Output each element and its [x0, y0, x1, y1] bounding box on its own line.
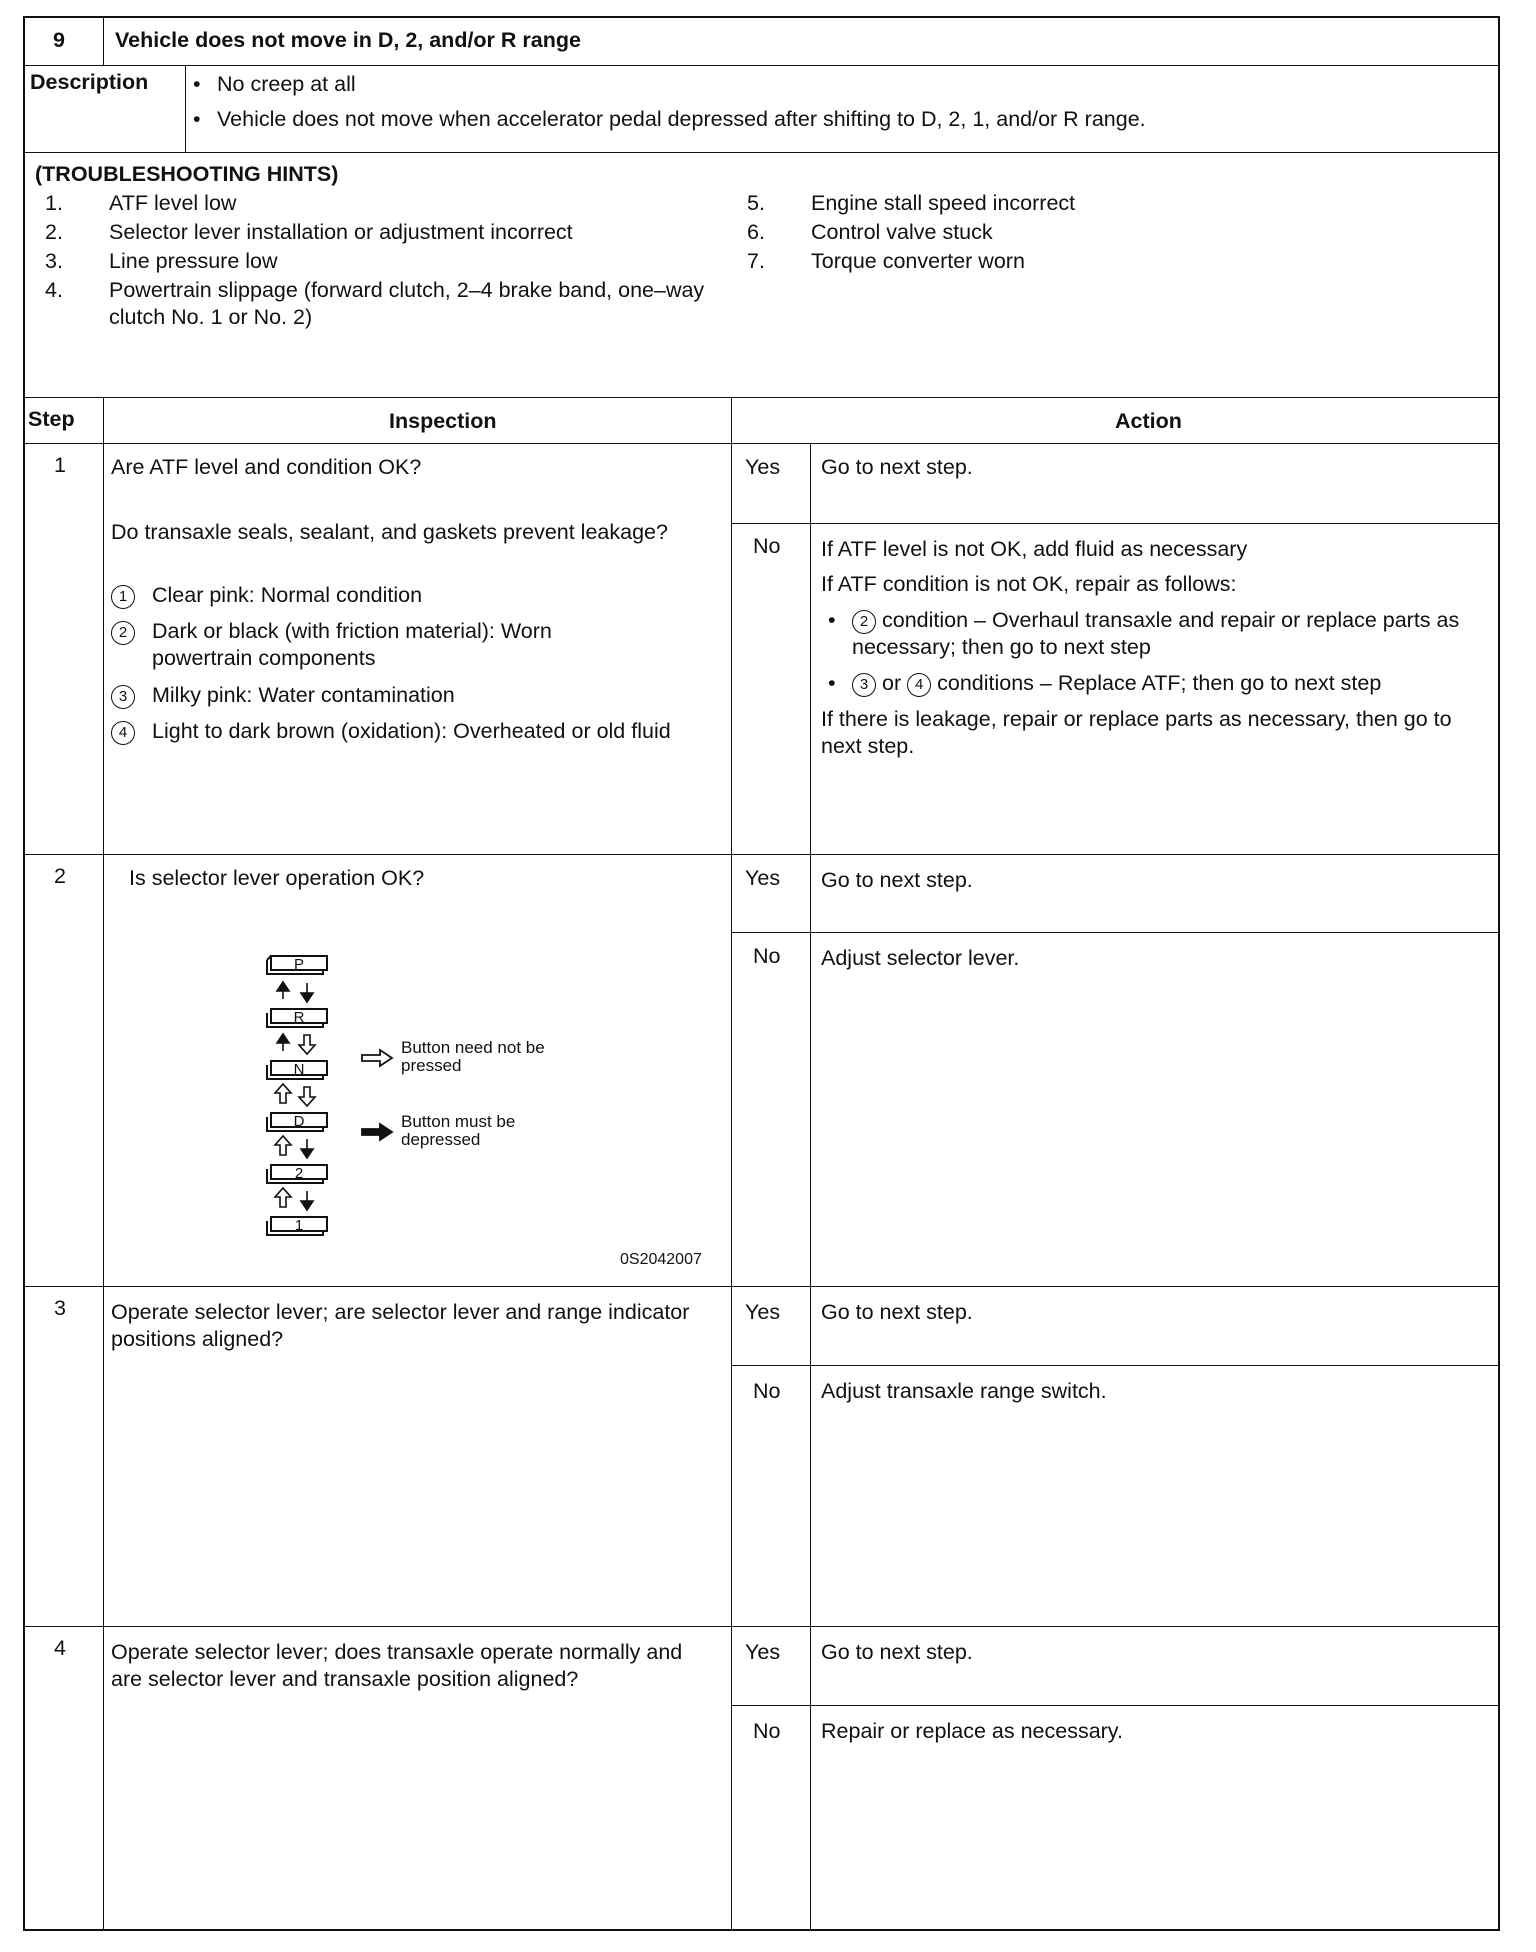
description-label: Description	[30, 70, 149, 94]
no-action-line: If ATF level is not OK, add fluid as necessary	[821, 537, 1248, 561]
step-number: 3	[54, 1296, 66, 1320]
step-number: 2	[54, 864, 66, 888]
condition-text: Dark or black (with friction material): Worn powertrain components	[152, 619, 552, 670]
condition-mark: 3	[111, 685, 135, 709]
no-label: No	[753, 534, 781, 558]
condition-mark: 2	[111, 621, 135, 645]
open-arrow-icon	[360, 1048, 394, 1068]
no-action-bullet: • 3 or 4 conditions – Replace ATF; then go to next step	[852, 670, 1381, 697]
legend-open-text: Button need not be pressed	[401, 1038, 545, 1075]
hint-text: Line pressure low	[109, 249, 278, 273]
description-item: • Vehicle does not move when accelerator pedal depressed after shifting to D, 2, 1, and/or R range.	[217, 106, 1146, 133]
condition-mark: 4	[111, 721, 135, 745]
no-action-line: If there is leakage, repair or replace parts as necessary, then go to next step.	[821, 707, 1452, 758]
step-question: Operate selector lever; are selector lever and range indicator positions aligned?	[111, 1300, 690, 1351]
no-action-bullet: • 2 condition – Overhaul transaxle and repair or replace parts as necessary; then go to next step	[852, 607, 1482, 661]
no-action-line: If ATF condition is not OK, repair as follows:	[821, 572, 1237, 596]
hint-text: Torque converter worn	[811, 249, 1025, 273]
condition-mark: 1	[111, 585, 135, 609]
troubleshooting-table	[23, 16, 1500, 1931]
condition-text: Milky pink: Water contamination	[152, 683, 455, 707]
step-number: 1	[54, 453, 66, 477]
problem-title: Vehicle does not move in D, 2, and/or R range	[115, 28, 581, 52]
hint-text: Selector lever installation or adjustment incorrect	[109, 220, 573, 244]
column-header-step: Step	[28, 407, 75, 431]
hint-text: ATF level low	[109, 191, 237, 215]
no-action: Adjust transaxle range switch.	[821, 1379, 1107, 1403]
problem-number: 9	[53, 28, 65, 52]
condition-text: Light to dark brown (oxidation): Overheated or old fluid	[152, 719, 671, 743]
hint-text: Engine stall speed incorrect	[811, 191, 1076, 215]
hint-text: Powertrain slippage (forward clutch, 2–4 brake band, one–way clutch No. 1 or No. 2)	[109, 278, 705, 329]
hint-text: Control valve stuck	[811, 220, 993, 244]
hint-number: 7.	[747, 249, 765, 273]
column-header-inspection: Inspection	[389, 409, 497, 433]
yes-action: Go to next step.	[821, 1300, 973, 1324]
condition-mark: 2	[852, 610, 876, 634]
step-question: Is selector lever operation OK?	[129, 866, 425, 890]
hint-number: 6.	[747, 220, 765, 244]
selector-lever-diagram	[265, 953, 335, 1253]
condition-mark: 3	[852, 673, 876, 697]
no-action: Adjust selector lever.	[821, 946, 1020, 970]
no-label: No	[753, 1379, 781, 1403]
hint-number: 1.	[45, 191, 63, 215]
condition-text: Clear pink: Normal condition	[152, 583, 423, 607]
position-N: N	[293, 1061, 305, 1078]
position-1: 1	[294, 1217, 304, 1234]
yes-action: Go to next step.	[821, 868, 973, 892]
yes-action: Go to next step.	[821, 455, 973, 479]
condition-mark: 4	[907, 673, 931, 697]
position-D: D	[293, 1113, 305, 1130]
no-action: Repair or replace as necessary.	[821, 1719, 1123, 1743]
step-question: Operate selector lever; does transaxle operate normally and are selector lever and transaxle position aligned?	[111, 1640, 683, 1691]
step-question: Are ATF level and condition OK?	[111, 455, 422, 479]
solid-arrow-icon	[360, 1122, 394, 1142]
no-label: No	[753, 1719, 781, 1743]
description-item: • No creep at all	[217, 71, 356, 98]
hints-title: (TROUBLESHOOTING HINTS)	[35, 162, 339, 186]
step-question: Do transaxle seals, sealant, and gaskets prevent leakage?	[111, 520, 668, 544]
column-header-action: Action	[1115, 409, 1182, 433]
position-P: P	[293, 956, 305, 973]
yes-action: Go to next step.	[821, 1640, 973, 1664]
step-number: 4	[54, 1636, 66, 1660]
figure-code: 0S2042007	[620, 1251, 702, 1268]
hint-number: 4.	[45, 278, 63, 302]
position-R: R	[293, 1009, 305, 1026]
hint-number: 2.	[45, 220, 63, 244]
no-label: No	[753, 944, 781, 968]
yes-label: Yes	[745, 455, 781, 479]
position-2: 2	[294, 1165, 304, 1182]
hint-number: 5.	[747, 191, 765, 215]
hint-number: 3.	[45, 249, 63, 273]
yes-label: Yes	[745, 1640, 781, 1664]
legend-solid-text: Button must be depressed	[401, 1112, 516, 1149]
yes-label: Yes	[745, 1300, 781, 1324]
yes-label: Yes	[745, 866, 781, 890]
